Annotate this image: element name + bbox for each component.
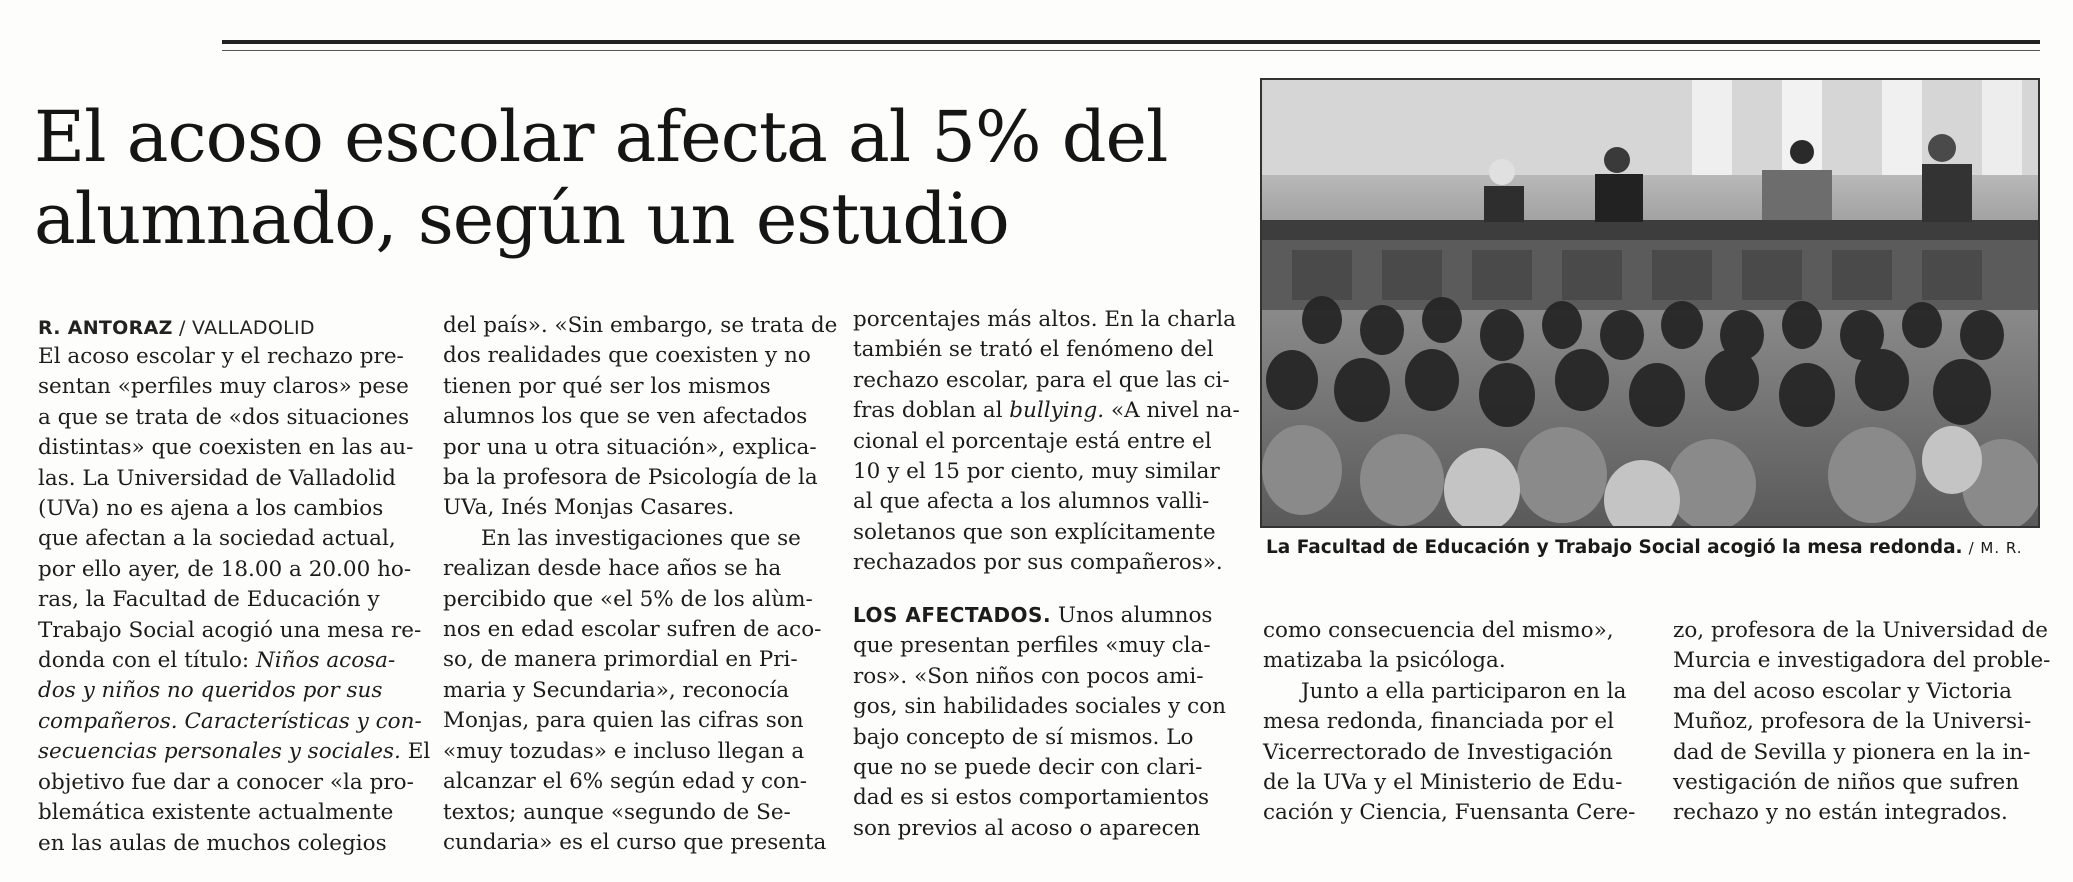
photo-credit: / M. R.: [1968, 539, 2023, 557]
text-line: rechazo escolar, para el que las ci-: [853, 367, 1230, 393]
text-line: El acoso escolar y el rechazo pre-: [38, 344, 404, 369]
text-line: distintas» que coexisten en las au-: [38, 435, 414, 461]
text-line: UVa, Inés Monjas Casares.: [443, 495, 735, 521]
article-column-4: [1263, 616, 1648, 829]
text-line: realizan desde hace años se ha: [443, 556, 782, 582]
text-line: sentan «perfiles muy claros» pese: [38, 374, 409, 400]
text-line: maria y Secundaria», reconocía: [443, 677, 790, 703]
text-line: [853, 396, 1240, 426]
text-run: donda con el título:: [38, 648, 256, 674]
text-line: al que afecta a los alumnos valli-: [853, 489, 1210, 515]
news-photo: [1260, 78, 2040, 528]
text-line: cación y Ciencia, Fuensanta Cere-: [1263, 800, 1636, 826]
text-run: «A nivel na-: [1104, 398, 1240, 424]
text-run: fras doblan al: [853, 398, 1010, 424]
article-column-3-lower: [853, 600, 1233, 844]
text-line: de la UVa y el Ministerio de Edu-: [1263, 770, 1623, 796]
text-line: Vicerrectorado de Investigación: [1263, 739, 1613, 765]
book-title-italic: dos y niños no queridos por sus: [38, 678, 383, 704]
text-line: so, de manera primordial en Pri-: [443, 647, 798, 673]
text-line: alumnos los que se ven afectados: [443, 404, 808, 430]
text-line: ba la profesora de Psicología de la: [443, 465, 818, 491]
article-column-5: [1673, 616, 2053, 829]
text-line: vestigación de niños que sufren: [1673, 770, 2020, 796]
text-line: ma del acoso escolar y Victoria: [1673, 678, 2013, 704]
text-line: que afectan a la sociedad actual,: [38, 526, 396, 552]
text-line: cional el porcentaje está entre el: [853, 428, 1212, 454]
headline-line-1: El acoso escolar afecta al 5% del: [34, 96, 1168, 178]
text-line: porcentajes más altos. En la charla: [853, 307, 1236, 332]
term-italic: bullying.: [1009, 398, 1105, 424]
text-line: [38, 646, 410, 676]
text-line: dad es si estos comportamientos: [853, 785, 1209, 811]
text-line: tienen por qué ser los mismos: [443, 373, 771, 399]
text-line: percibido que «el 5% de los alùm-: [443, 586, 813, 612]
section-subhead: LOS AFECTADOS.: [853, 603, 1052, 627]
text-line: del país». «Sin embargo, se trata de: [443, 313, 838, 338]
text-run: El: [400, 739, 431, 765]
text-line: gos, sin habilidades sociales y con: [853, 694, 1226, 720]
text-line: mesa redonda, financiada por el: [1263, 709, 1615, 735]
article-column-3-upper: [853, 305, 1240, 579]
article-column-1: [38, 342, 431, 859]
text-line: por una u otra situación», explica-: [443, 434, 817, 460]
text-line: Muñoz, profesora de la Universi-: [1673, 709, 2032, 735]
top-rule: [222, 40, 2040, 44]
text-line: [38, 676, 410, 706]
text-line: las. La Universidad de Valladolid: [38, 465, 396, 491]
top-rule-thin: [222, 50, 2040, 51]
text-line: también se trató el fenómeno del: [853, 337, 1214, 363]
text-line: objetivo fue dar a conocer «la pro-: [38, 769, 414, 795]
photo-caption-text: La Facultad de Educación y Trabajo Social acogió la mesa redonda.: [1266, 537, 1963, 558]
text-line: rechazo y no están integrados.: [1673, 800, 2008, 826]
photo-caption: [1266, 537, 2023, 558]
text-line: Monjas, para quien las cifras son: [443, 708, 804, 734]
text-line: a que se trata de «dos situaciones: [38, 404, 410, 430]
text-line: textos; aunque «segundo de Se-: [443, 799, 791, 825]
text-line: zo, profesora de la Universidad de: [1673, 618, 2048, 643]
text-line: soletanos que son explícitamente: [853, 519, 1216, 545]
text-line: que presentan perfiles «muy cla-: [853, 633, 1211, 659]
book-title-italic: Niños acosa-: [255, 648, 396, 674]
text-line: «muy tozudas» e incluso llegan a: [443, 738, 805, 764]
text-line: bajo concepto de sí mismos. Lo: [853, 724, 1194, 750]
byline-author: R. ANTORAZ: [38, 317, 173, 339]
text-line: [853, 600, 1233, 631]
text-line: En las investigaciones que se: [481, 525, 801, 551]
text-line: nos en edad escolar sufren de aco-: [443, 617, 822, 643]
text-line: [38, 707, 422, 737]
text-line: Junto a ella participaron en la: [1301, 678, 1627, 704]
conference-room-photo: [1262, 80, 2038, 526]
byline-location: / VALLADOLID: [179, 317, 315, 339]
text-line: en las aulas de muchos colegios: [38, 830, 387, 856]
text-line: ros». «Son niños con pocos ami-: [853, 663, 1204, 689]
text-line: ras, la Facultad de Educación y: [38, 587, 380, 613]
text-line: rechazados por sus compañeros».: [853, 550, 1223, 576]
text-line: (UVa) no es ajena a los cambios: [38, 496, 384, 522]
text-line: por ello ayer, de 18.00 a 20.00 ho-: [38, 556, 412, 582]
book-title-italic: secuencias personales y sociales.: [38, 739, 401, 765]
text-line: [38, 737, 431, 767]
text-line: como consecuencia del mismo»,: [1263, 618, 1614, 643]
text-line: Trabajo Social acogió una mesa re-: [38, 617, 422, 643]
text-line: que no se puede decir con clari-: [853, 755, 1203, 781]
text-line: alcanzar el 6% según edad y con-: [443, 769, 808, 795]
headline: [34, 96, 1234, 260]
text-line: 10 y el 15 por ciento, muy similar: [853, 459, 1220, 485]
text-line: blemática existente actualmente: [38, 800, 394, 826]
text-line: Murcia e investigadora del proble-: [1673, 648, 2051, 674]
text-line: matizaba la psicóloga.: [1263, 648, 1506, 674]
text-line: dos realidades que coexisten y no: [443, 343, 811, 369]
text-line: dad de Sevilla y pionera en la in-: [1673, 739, 2031, 765]
text-run: Unos alumnos: [1051, 603, 1213, 628]
text-line: cundaria» es el curso que presenta: [443, 829, 827, 855]
byline: [38, 317, 315, 339]
headline-line-2: alumnado, según un estudio: [34, 178, 1009, 260]
text-line: son previos al acoso o aparecen: [853, 815, 1201, 841]
book-title-italic: compañeros. Características y con-: [38, 708, 422, 734]
article-column-2: [443, 311, 838, 858]
